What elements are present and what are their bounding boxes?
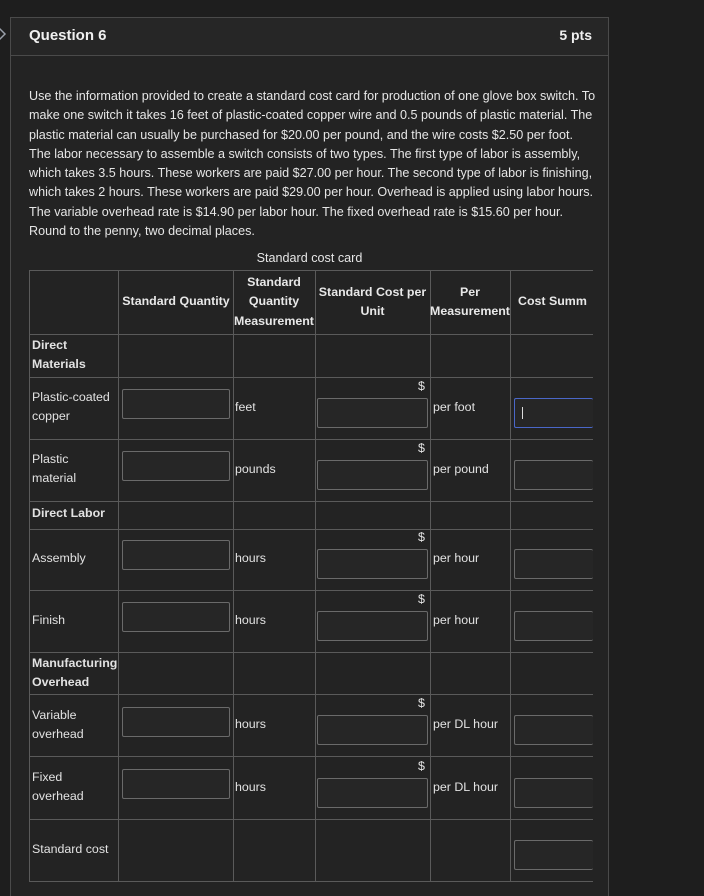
row-label-fixed-overhead-line2: overhead xyxy=(32,789,84,803)
row-label-standard-cost: Standard cost xyxy=(32,842,109,856)
finish-cost-summary-input[interactable] xyxy=(514,611,593,641)
row-label-finish: Finish xyxy=(32,613,66,627)
plastic-material-currency: $ xyxy=(418,441,425,455)
fixed-overhead-quantity-input[interactable] xyxy=(122,769,230,799)
finish-cost-input[interactable] xyxy=(317,611,428,641)
header-per-measurement-line1: Per xyxy=(460,285,480,299)
row-label-plastic-material-line2: material xyxy=(32,471,77,485)
plastic-material-unit: pounds xyxy=(235,462,276,476)
assembly-quantity-input[interactable] xyxy=(122,540,230,570)
question-title: Question 6 xyxy=(29,27,107,44)
row-label-fixed-overhead-line1: Fixed xyxy=(32,770,63,784)
variable-overhead-unit: hours xyxy=(235,717,266,731)
header-quantity-measure-line2: Quantity xyxy=(248,294,300,308)
variable-overhead-per: per DL hour xyxy=(433,717,498,731)
row-label-plastic-copper-line1: Plastic-coated xyxy=(32,390,110,404)
header-quantity-measure-line3: Measurement xyxy=(234,314,314,328)
fixed-overhead-unit: hours xyxy=(235,780,266,794)
plastic-material-quantity-input[interactable] xyxy=(122,451,230,481)
header-cost-summary: Cost Summ xyxy=(518,294,587,308)
section-manufacturing-overhead-line1: Manufacturing xyxy=(32,656,118,670)
header-cost-per-unit-line1: Standard Cost per xyxy=(318,285,427,299)
table-caption: Standard cost card xyxy=(256,251,363,265)
assembly-cost-summary-input[interactable] xyxy=(514,549,593,579)
variable-overhead-cost-summary-input[interactable] xyxy=(514,715,593,745)
header-cost-per-unit-line2: Unit xyxy=(360,304,385,318)
text-cursor xyxy=(522,407,523,419)
fixed-overhead-cost-input[interactable] xyxy=(317,778,428,808)
chevron-right-icon[interactable] xyxy=(0,27,9,41)
plastic-material-per: per pound xyxy=(433,462,489,476)
assembly-unit: hours xyxy=(235,551,266,565)
plastic-material-cost-summary-input[interactable] xyxy=(514,460,593,490)
variable-overhead-currency: $ xyxy=(418,696,425,710)
header-per-measurement-line2: Measurement xyxy=(430,304,510,318)
plastic-copper-cost-summary-input[interactable] xyxy=(514,398,593,428)
assembly-currency: $ xyxy=(418,530,425,544)
row-label-variable-overhead-line1: Variable xyxy=(32,708,77,722)
finish-unit: hours xyxy=(235,613,266,627)
plastic-material-cost-input[interactable] xyxy=(317,460,428,490)
row-label-variable-overhead-line2: overhead xyxy=(32,727,84,741)
section-manufacturing-overhead-line2: Overhead xyxy=(32,675,90,689)
header-standard-quantity: Standard Quantity xyxy=(122,294,230,308)
variable-overhead-quantity-input[interactable] xyxy=(122,707,230,737)
variable-overhead-cost-input[interactable] xyxy=(317,715,428,745)
question-text: Use the information provided to create a standard cost card for production of one glove box switch. To make one switch it takes 16 feet of plastic-coated copper wire and 0.5 pounds of plastic material. The plastic material can usually be purchased for $20.00 per pound, and the wire costs $2.50 per foot. The labor necessary to assemble a switch consists of two types. The first type of labor is assembly, which takes 3.5 hours. These workers are paid $27.00 per hour. The second type of labor is finishing, which takes 2 hours. These workers are paid $29.00 per hour. Overhead is applied using labor hours. The variable overhead rate is $14.90 per labor hour. The fixed overhead rate is $15.60 per hour. Round to the penny, two decimal places. xyxy=(29,89,596,239)
section-direct-labor: Direct Labor xyxy=(32,506,105,520)
question-card xyxy=(10,17,609,896)
section-direct-materials-line1: Direct xyxy=(32,338,68,352)
finish-quantity-input[interactable] xyxy=(122,602,230,632)
plastic-copper-cost-input[interactable] xyxy=(317,398,428,428)
assembly-per: per hour xyxy=(433,551,480,565)
row-label-plastic-copper-line2: copper xyxy=(32,409,70,423)
fixed-overhead-per: per DL hour xyxy=(433,780,498,794)
header-quantity-measure-line1: Standard xyxy=(247,275,301,289)
plastic-copper-unit: feet xyxy=(235,400,256,414)
finish-currency: $ xyxy=(418,592,425,606)
plastic-copper-currency: $ xyxy=(418,379,425,393)
finish-per: per hour xyxy=(433,613,480,627)
row-label-assembly: Assembly xyxy=(32,551,86,565)
question-points: 5 pts xyxy=(559,27,592,43)
question-header xyxy=(11,18,608,56)
fixed-overhead-currency: $ xyxy=(418,759,425,773)
assembly-cost-input[interactable] xyxy=(317,549,428,579)
fixed-overhead-cost-summary-input[interactable] xyxy=(514,778,593,808)
section-direct-materials-line2: Materials xyxy=(32,357,86,371)
plastic-copper-quantity-input[interactable] xyxy=(122,389,230,419)
plastic-copper-per: per foot xyxy=(433,400,476,414)
standard-cost-total-input[interactable] xyxy=(514,840,593,870)
row-label-plastic-material-line1: Plastic xyxy=(32,452,69,466)
